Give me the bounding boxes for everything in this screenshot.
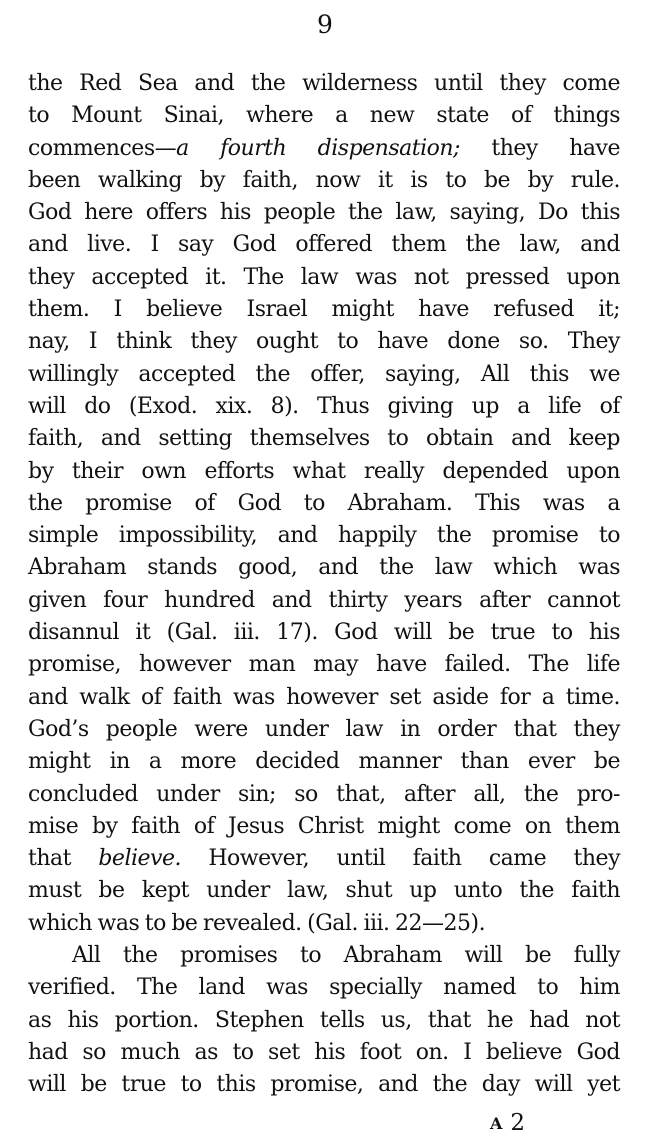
italic-phrase: a fourth dispensation; (176, 135, 460, 161)
text-line: and live. I say God offered them the law, and (28, 232, 620, 258)
text-line (28, 843, 620, 875)
paragraph-2 (28, 940, 620, 1101)
text-line: the promise of God to Abraham. This was a (28, 490, 620, 516)
text-line: promise, however man may have failed. The life (28, 652, 620, 678)
text-line: concluded under sin; so that, after all, the pro- (28, 781, 620, 807)
text-line: God here offers his people the law, saying, Do this (28, 200, 620, 226)
text-line: had so much as to set his foot on. I believe God (28, 1039, 620, 1065)
text-line: faith, and setting themselves to obtain and keep (28, 426, 620, 452)
text-line: been walking by faith, now it is to be by rule. (28, 167, 620, 193)
signature-letter: A (490, 1114, 503, 1133)
text-line: will do (Exod. xix. 8). Thus giving up a life of (28, 393, 620, 419)
text-line: the Red Sea and the wilderness until they come (28, 71, 620, 96)
text-line: as his portion. Stephen tells us, that he had not (28, 1007, 620, 1033)
text-line: verified. The land was specially named to him (28, 975, 620, 1001)
text-line: will be true to this promise, and the day will yet (28, 1072, 620, 1098)
text-line: All the promises to Abraham will be fully (72, 943, 620, 969)
text-line: might in a more decided manner than ever be (28, 749, 620, 775)
text-line: to Mount Sinai, where a new state of things (28, 103, 620, 129)
text-line: given four hundred and thirty years after cannot (28, 587, 620, 613)
text-line: mise by faith of Jesus Christ might come on them (28, 813, 620, 839)
text-line: Abraham stands good, and the law which was (28, 555, 620, 581)
text-line: which was to be revealed. (Gal. iii. 22—25). (28, 910, 486, 936)
body-text (28, 68, 620, 1102)
text-line: must be kept under law, shut up unto the faith (28, 878, 620, 904)
paragraph-1 (28, 68, 620, 940)
printer-signature-mark (490, 1108, 525, 1139)
text-line: nay, I think they ought to have done so. They (28, 329, 620, 355)
text-line: God’s people were under law in order that they (28, 716, 620, 742)
text-line: simple impossibility, and happily the promise to (28, 523, 620, 549)
text-run: that (28, 846, 99, 872)
text-line: disannul it (Gal. iii. 17). God will be true to his (28, 620, 620, 646)
text-line: willingly accepted the offer, saying, All this we (28, 361, 620, 387)
text-line: and walk of faith was however set aside for a time. (28, 684, 620, 710)
text-run: they have (459, 135, 620, 161)
text-line (28, 133, 620, 165)
text-line: them. I believe Israel might have refused it; (28, 297, 620, 323)
italic-phrase: believe. (98, 846, 181, 872)
text-run: However, until faith came they (180, 846, 620, 872)
text-line: by their own efforts what really depended upon (28, 458, 620, 484)
text-run: commences— (28, 135, 177, 161)
page-number: 9 (317, 10, 333, 39)
signature-number: 2 (510, 1110, 526, 1136)
text-line: they accepted it. The law was not pressed upon (28, 264, 620, 290)
